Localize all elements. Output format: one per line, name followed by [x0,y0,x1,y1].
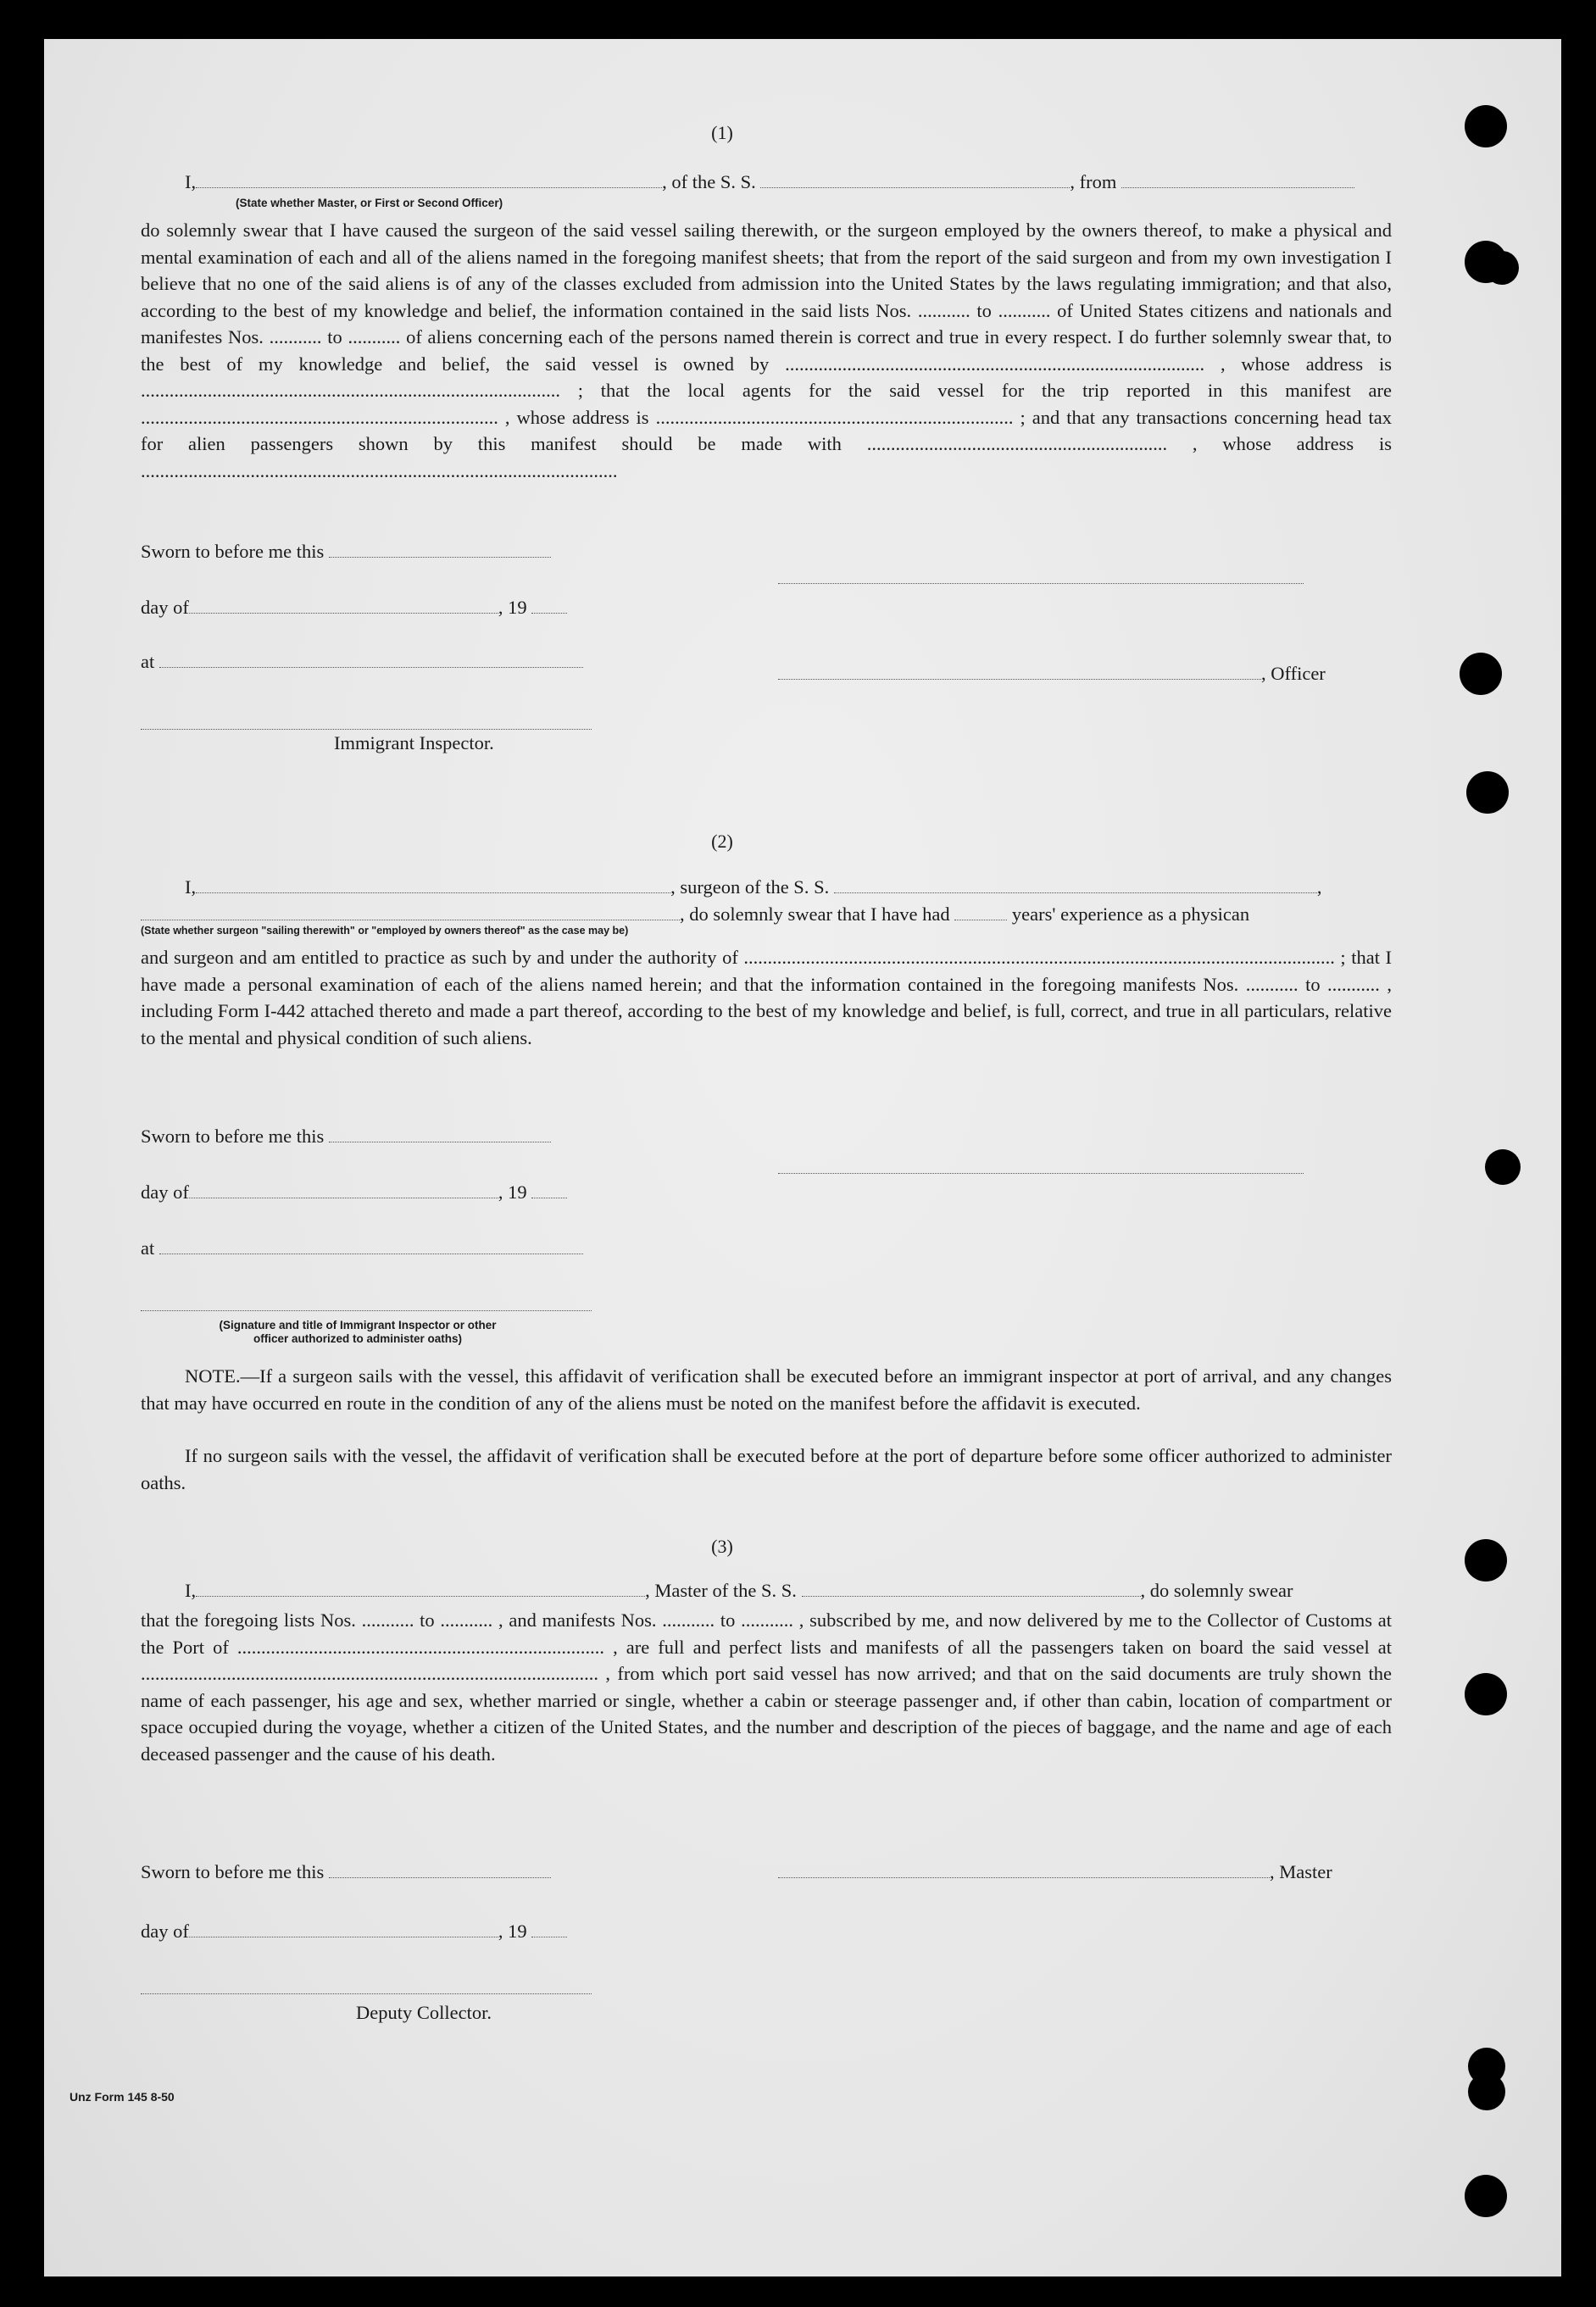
years-label: years' experience as a physican [1011,903,1250,925]
punch-hole [1465,1539,1507,1582]
year-field[interactable] [531,1182,567,1198]
master-of-label: , Master of the S. S. [645,1580,797,1601]
do-swear-label: , do solemnly swear [1140,1580,1293,1601]
years-field[interactable] [954,904,1007,920]
section2-at [141,1237,583,1259]
punch-hole [1466,771,1509,814]
sworn-label: Sworn to before me this [141,541,325,562]
section2-day-of [141,1181,567,1204]
section1-sworn [141,541,551,563]
form-number: Unz Form 145 8-50 [70,2090,175,2104]
section1-day-of [141,597,567,619]
section1-body: do solemnly swear that I have caused the surgeon of the said vessel sailing therewith, or the surgeon employed by the owners thereof, to make a physical and mental examination of each and all of the aliens named in the foregoing manifest sheets; that from the report of the said surgeon and from my own investigation I believe that no one of the said aliens is of any of the classes excluded from admission into the United States by the laws regulating immigration; and that also, according to the best of my knowledge and belief, the information contained in the said lists Nos. ........... to ........... of United States citizens and nationals and manifestes Nos. ........... to ........... of aliens concerning each of the persons named therein is correct and true in every respect. I do further solemnly swear that, to the best of my knowledge and belief, the said vessel is owned by ........................................................................................ , whose address is ........................................................................................ ; that the local agents for the said vessel for the trip reported in this manifest are ........................................................................... , whose address is ........................................................................... ; and that any transactions concerning head tax for alien passengers shown by this manifest should be made with ............................................................... , whose address is .................................................................................................... [141,220,1392,481]
section3-master-line [778,1861,1332,1883]
punch-hole [1485,1149,1521,1185]
sworn-date-field[interactable] [329,1126,551,1142]
punch-hole [1468,2073,1505,2110]
day-of-label: day of [141,1921,189,1942]
section1-officer-line [778,663,1326,685]
at-label: at [141,1237,155,1259]
note-no-surgeon [141,1443,1392,1496]
form-page [44,39,1561,2276]
section1-opening-line [141,171,1354,193]
section2-i-label: I, [185,876,197,898]
master-name-field[interactable] [196,1581,645,1597]
section3-deputy-line[interactable] [141,1992,592,1994]
vessel-name-field[interactable] [760,172,1070,188]
surgeon-of-label: , surgeon of the S. S. [670,876,830,898]
master-label: , Master [1270,1861,1332,1882]
surgeon-status-field[interactable] [141,904,680,920]
section3-opening-line [141,1580,1293,1602]
note-surgeon-sails [141,1363,1392,1416]
section1-heading: (1) [711,122,733,143]
officer-label: , Officer [1261,663,1326,684]
of-the-ss-label: , of the S. S. [662,171,756,192]
section1-i-label: I, [185,171,197,192]
at-place-field[interactable] [159,652,583,668]
sworn-label: Sworn to before me this [141,1126,325,1147]
section1-inspector-line[interactable] [141,727,592,730]
year-field[interactable] [531,1921,567,1937]
section3-heading: (3) [711,1536,733,1557]
deputy-collector-label: Deputy Collector. [356,2002,492,2023]
section3-day-of [141,1921,567,1943]
punch-hole [1460,653,1502,695]
sworn-date-field[interactable] [329,542,551,558]
note2-text: If no surgeon sails with the vessel, the affidavit of verification shall be executed before at the port of departure before some officer authorized to administer oaths. [141,1445,1392,1493]
section2-opening-line: I, , surgeon of the S. S. , [141,876,1321,898]
caption-signature: (Signature and title of Immigrant Inspector or other officer authorized to administer oaths) [219,1319,497,1345]
at-label: at [141,651,155,672]
officer-signature-field[interactable] [778,664,1261,680]
sworn-label: Sworn to before me this [141,1861,325,1882]
section2-inspector-line[interactable] [141,1309,592,1311]
from-label: , from [1070,171,1117,192]
caption-surgeon: (State whether surgeon "sailing therewith" or "employed by owners thereof" as the case may be) [141,925,629,937]
nineteen-label: , 19 [498,597,527,618]
section1-signature-line-1[interactable] [778,581,1304,584]
master-signature-field[interactable] [778,1862,1270,1878]
section3-i-label: I, [185,1580,197,1601]
punch-hole [1485,251,1519,285]
section2-swear-line [141,903,1249,926]
punch-hole [1465,2175,1507,2217]
day-of-label: day of [141,597,189,618]
section2-body: and surgeon and am entitled to practice as such by and under the authority of ............................................................................................................................ ; that I have made a personal examination of each of the aliens named herein; and that the information contained in the foregoing manifests Nos. ........... to ........... , including Form I-442 attached thereto and made a part thereof, according to the best of my knowledge and belief, is full, correct, and true in all particulars, relative to the mental and physical condition of such aliens. [141,947,1392,1048]
from-port-field[interactable] [1121,172,1354,188]
day-of-label: day of [141,1181,189,1203]
year-field[interactable] [531,598,567,614]
section3-body: that the foregoing lists Nos. ........... to ........... , and manifests Nos. ........... to ........... , subscribed by me, and now delivered by me to the Collector of Customs at the Port of ............................................................................. , are full and perfect lists and manifests of all the passengers taken on board the said vessel at ................................................................................................ , from which port said vessel has now arrived; and that on the said documents are truly shown the name of each passenger, his age and sex, whether married or single, whether a cabin or steerage passenger and, if other than cabin, location of compartment or space occupied during the voyage, whether a citizen of the United States, and the number and description of the pieces of baggage, and the name and age of each deceased passenger and the cause of his death. [141,1609,1392,1765]
officer-name-field[interactable] [196,172,662,188]
punch-hole [1465,105,1507,147]
day-of-field[interactable] [189,598,498,614]
master-vessel-field[interactable] [802,1581,1141,1597]
surgeon-vessel-field[interactable] [834,877,1317,893]
nineteen-label: , 19 [498,1181,527,1203]
immigrant-inspector-label: Immigrant Inspector. [334,732,494,753]
note1-text: NOTE.—If a surgeon sails with the vessel, this affidavit of verification shall be executed before an immigrant inspector at port of arrival, and any changes that may have occurred en route in the condition of any of the aliens must be noted on the manifest before the affidavit is executed. [141,1365,1392,1414]
day-of-field[interactable] [189,1921,498,1937]
day-of-field[interactable] [189,1182,498,1198]
section2-sworn [141,1126,551,1148]
do-swear-label: , do solemnly swear that I have had [680,903,950,925]
punch-hole [1465,1673,1507,1715]
sworn-date-field[interactable] [329,1862,551,1878]
section3-sworn [141,1861,551,1883]
section2-heading: (2) [711,831,733,852]
section1-at [141,651,583,673]
at-place-field[interactable] [159,1238,583,1254]
section2-signature-line[interactable] [778,1171,1304,1174]
surgeon-name-field[interactable] [196,877,670,893]
caption-master-officer: (State whether Master, or First or Second Officer) [236,197,503,209]
nineteen-label: , 19 [498,1921,527,1942]
